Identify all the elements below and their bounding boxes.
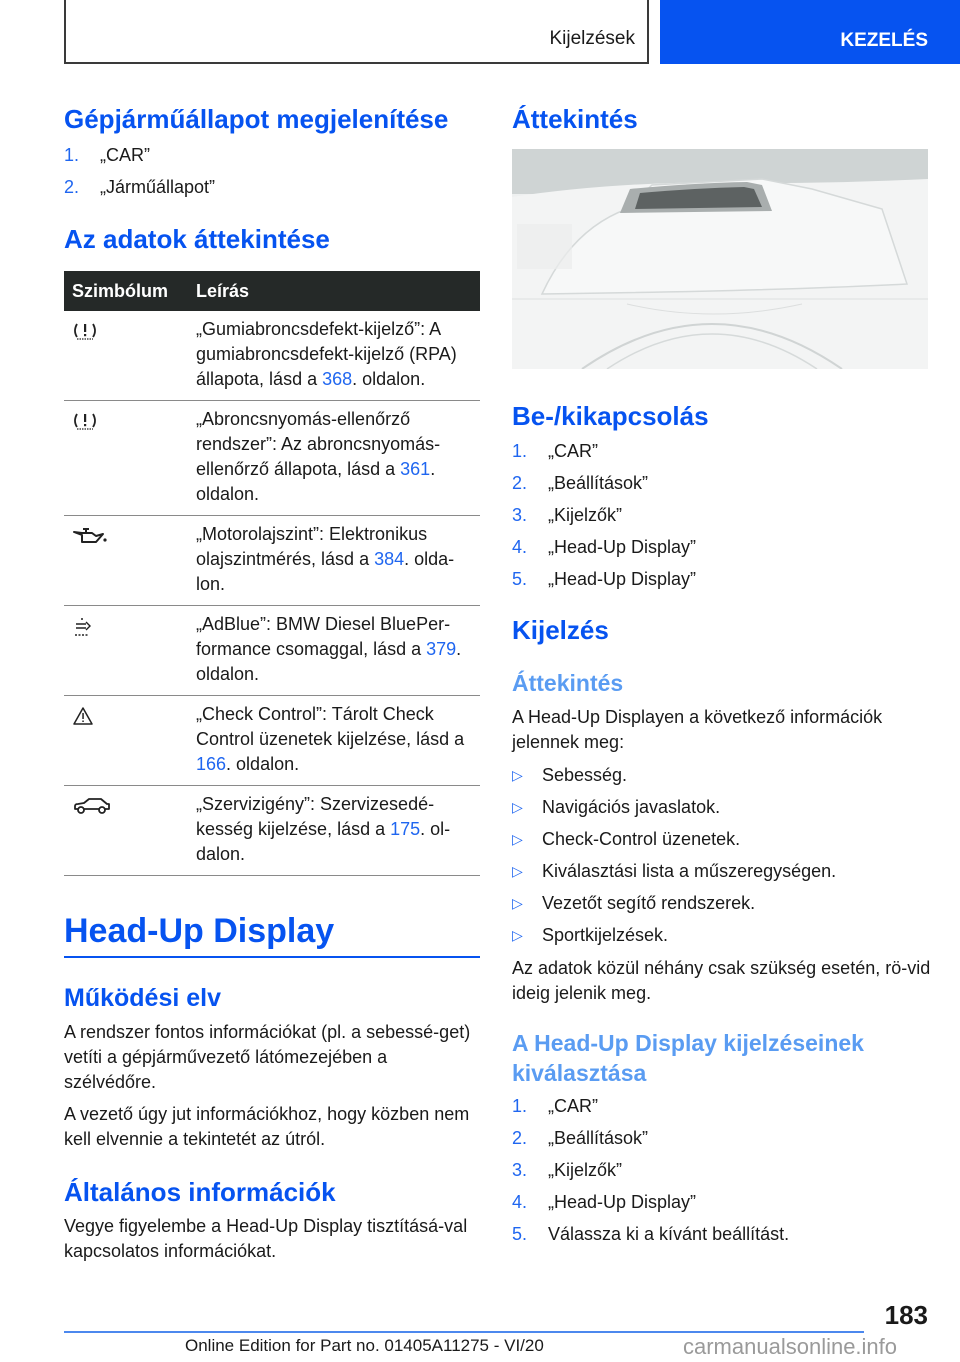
table-row	[64, 606, 480, 696]
row-description: „Check Control”: Tárolt Check Control üzenetek kijelzése, lásd a 166. oldalon.	[196, 704, 465, 774]
step-item: 4. „Head-Up Display”	[512, 1192, 697, 1212]
hud-heading: Head-Up Display	[64, 912, 335, 950]
step-item: 2. „Járműállapot”	[64, 177, 216, 197]
page-link[interactable]: 166	[196, 754, 227, 774]
adblue-icon	[72, 616, 112, 642]
triangle-bullet-icon: ▷	[512, 863, 523, 879]
step-item: 1. „CAR”	[64, 145, 150, 165]
list-item: ▷ Navigációs javaslatok.	[512, 794, 836, 826]
list-item: ▷ Sebesség.	[512, 762, 836, 794]
row-description: „Abroncsnyomás-ellenőrző rendszer”: Az abroncsnyomás-ellenőrző állapota, lásd a 361. oldalon.	[196, 409, 441, 504]
triangle-bullet-icon: ▷	[512, 895, 523, 911]
step-item: 1. „CAR”	[512, 441, 598, 461]
page-link[interactable]: 361	[400, 459, 431, 479]
display-info-list	[512, 762, 836, 954]
step-item: 3. „Kijelzők”	[512, 505, 623, 525]
edition-text: Online Edition for Part no. 01405A11275 - VI/20	[185, 1336, 544, 1355]
general-info-heading: Általános információk	[64, 1177, 336, 1207]
list-item: ▷ Sportkijelzések.	[512, 922, 836, 954]
general-info-text: Vegye figyelembe a Head-Up Display tisztításá-val kapcsolatos információkat.	[64, 1216, 468, 1261]
triangle-bullet-icon: ▷	[512, 799, 523, 815]
hud-projector-image	[512, 149, 928, 369]
step-item: 1. „CAR”	[512, 1096, 598, 1116]
step-item: 5. Válassza ki a kívánt beállítást.	[512, 1224, 790, 1244]
overview-heading: Áttekintés	[512, 104, 638, 134]
page-link[interactable]: 175	[390, 819, 421, 839]
onoff-heading: Be-/kikapcsolás	[512, 401, 709, 431]
step-item: 2. „Beállítások”	[512, 1128, 649, 1148]
tire-pressure-icon	[72, 411, 112, 437]
onoff-steps	[512, 438, 696, 598]
triangle-bullet-icon: ▷	[512, 831, 523, 847]
display-heading: Kijelzés	[512, 615, 609, 645]
car-service-icon	[72, 796, 112, 822]
column-description: Leírás	[196, 281, 250, 301]
table-row	[64, 311, 480, 401]
page-number: 183	[884, 1300, 928, 1330]
triangle-bullet-icon: ▷	[512, 927, 523, 943]
table-row	[64, 516, 480, 606]
row-description: „Szervizigény”: Szervizesedé-kesség kijelzése, lásd a 175. ol-dalon.	[196, 794, 451, 864]
row-description: „Motorolajszint”: Elektronikus olajszintmérés, lásd a 384. olda-lon.	[196, 524, 455, 594]
column-symbol: Szimbólum	[72, 281, 169, 301]
page-link[interactable]: 379	[426, 639, 457, 659]
vehicle-status-steps	[64, 142, 215, 206]
vehicle-status-heading: Gépjárműállapot megjelenítése	[64, 104, 449, 134]
oil-can-icon	[72, 526, 112, 552]
list-item: ▷ Vezetőt segítő rendszerek.	[512, 890, 836, 922]
principle-heading: Működési elv	[64, 984, 221, 1012]
table-row	[64, 696, 480, 786]
chapter-tab	[660, 0, 960, 64]
warning-triangle-icon	[72, 706, 112, 732]
page-link[interactable]: 384	[374, 549, 405, 569]
tire-warning-icon	[72, 321, 112, 347]
table-row	[64, 786, 480, 876]
principle-text-2: A vezető úgy jut információkhoz, hogy közben nem kell elvennie a tekintetét az útról.	[64, 1104, 470, 1149]
step-item: 3. „Kijelzők”	[512, 1160, 623, 1180]
step-item: 2. „Beállítások”	[512, 473, 649, 493]
row-description: „AdBlue”: BMW Diesel BluePer-formance csomaggal, lásd a 379. oldalon.	[196, 614, 462, 684]
select-steps	[512, 1093, 789, 1253]
table-header	[64, 271, 480, 311]
section-tab	[64, 0, 649, 64]
chapter-label: KEZELÉS	[840, 30, 928, 51]
list-item: ▷ Kiválasztási lista a műszeregységen.	[512, 858, 836, 890]
footer-rule	[64, 1331, 864, 1333]
watermark: carmanualsonline.info	[683, 1334, 898, 1359]
list-item: ▷ Check-Control üzenetek.	[512, 826, 836, 858]
display-overview-heading: Áttekintés	[512, 670, 624, 696]
display-note: Az adatok közül néhány csak szükség esetén, rö-vid ideig jelenik meg.	[512, 958, 931, 1003]
hud-heading-rule	[64, 956, 480, 958]
step-item: 5. „Head-Up Display”	[512, 569, 697, 589]
principle-text: A rendszer fontos információkat (pl. a sebessé-get) vetíti a gépjárművezető látómezejében a szélvédőre.	[64, 1022, 471, 1092]
triangle-bullet-icon: ▷	[512, 767, 523, 783]
table-row	[64, 401, 480, 516]
row-description: „Gumiabroncsdefekt-kijelző”: A gumiabroncsdefekt-kijelző (RPA) állapota, lásd a 368. oldalon.	[196, 319, 457, 389]
data-overview-heading: Az adatok áttekintése	[64, 224, 330, 254]
step-item: 4. „Head-Up Display”	[512, 537, 697, 557]
section-label: Kijelzések	[549, 28, 635, 49]
page-link[interactable]: 368	[322, 369, 353, 389]
display-intro: A Head-Up Displayen a következő információk jelennek meg:	[512, 707, 883, 752]
select-heading: A Head-Up Display kijelzéseinek kiválasztása	[512, 1030, 864, 1086]
